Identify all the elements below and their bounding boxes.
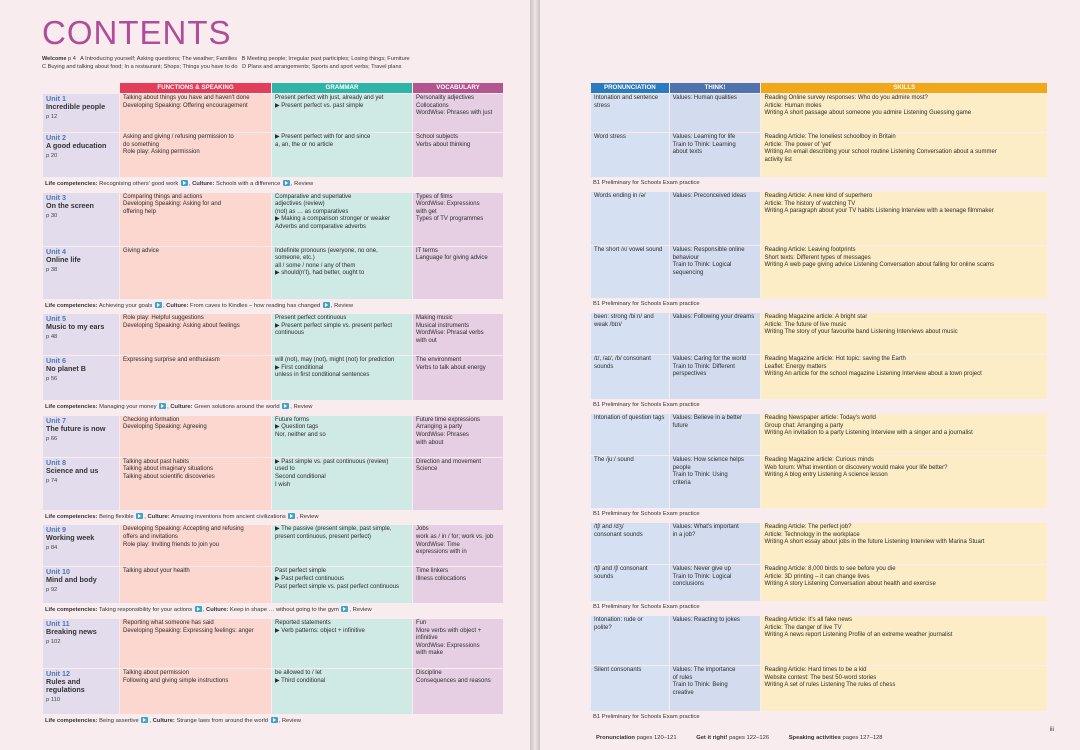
vocabulary-cell: Making music Musical instruments WordWise: Phrasal verbs with out (413, 314, 503, 355)
exam-practice-bar (591, 299, 1047, 312)
footer-speak-pages: pages 127–128 (842, 735, 883, 741)
unit-number: Unit 11 (46, 618, 70, 628)
exam-practice-text: B1 Preliminary for Schools Exam practice (593, 301, 700, 307)
unit-row (43, 669, 503, 714)
vocabulary-cell: Discipline Consequences and reasons (413, 669, 503, 714)
functions-speaking-cell: Expressing surprise and enthusiasm (120, 356, 271, 400)
exam-practice-bar (591, 602, 1047, 615)
functions-speaking-cell: Asking and giving / refusing permission to do something Role play: Asking permission (120, 133, 271, 177)
unit-name: Rules and regulations (46, 676, 85, 694)
unit-row (43, 356, 503, 400)
unit-row (43, 458, 503, 510)
life-competencies-text: Life competencies: Recognising others' good work , Culture: Schools with a difference , Review (45, 181, 314, 187)
skills-row (591, 313, 1047, 354)
think-cell: Values: Responsible online behaviour Train to Think: Logical sequencing (670, 246, 761, 298)
unit-cell[interactable] (43, 314, 119, 355)
think-cell: Values: What's important in a job? (670, 523, 761, 564)
welcome-c: C Buying and talking about food; In a restaurant; Shops; Things you have to do (42, 63, 238, 70)
unit-number: Unit 10 (46, 567, 70, 577)
pronunciation-cell: Intonation and sentence stress (591, 94, 669, 132)
unit-cell[interactable] (43, 525, 119, 566)
skills-row (591, 565, 1047, 601)
think-cell: Values: Preconceived ideas (670, 192, 761, 245)
exam-practice-bar (591, 178, 1047, 191)
think-cell: Values: Human qualities (670, 94, 761, 132)
video-icon[interactable] (155, 302, 162, 308)
unit-name: Science and us (46, 465, 99, 475)
vocabulary-cell: Types of films WordWise: Expressions with get Types of TV programmes (413, 193, 503, 246)
culture-label: Culture: (147, 513, 170, 520)
unit-cell[interactable] (43, 416, 119, 457)
review-label: Review (352, 607, 372, 614)
unit-page: p 84 (46, 545, 58, 552)
culture-topic: Amazing inventions from ancient civilizations (171, 513, 286, 520)
grammar-cell: ▶ The passive (present simple, past simple, present continuous, present perfect) (272, 525, 412, 566)
unit-row (43, 619, 503, 668)
life-competencies-bar (43, 715, 503, 729)
welcome-label: Welcome (42, 56, 67, 62)
unit-name: Mind and body (46, 575, 97, 585)
review-label: Review (293, 404, 313, 411)
unit-name: Incredible people (46, 102, 106, 111)
unit-name: No planet B (46, 364, 86, 374)
functions-speaking-cell: Giving advice (120, 247, 271, 299)
video-icon[interactable] (136, 513, 143, 519)
think-cell: Values: How science helps people Train to Think: Using criteria (670, 456, 761, 508)
pronunciation-cell: The /juː/ sound (591, 456, 669, 508)
culture-topic: From caves to Kindles – how reading has changed (190, 302, 321, 309)
video-icon[interactable] (159, 403, 166, 409)
pronunciation-cell: Silent consonants (591, 666, 669, 711)
video-icon[interactable] (195, 606, 202, 612)
pronunciation-cell: /ɪ/, /aɪ/, /b/ consonant sounds (591, 355, 669, 399)
unit-name: Working week (46, 533, 95, 543)
welcome-section (42, 56, 522, 71)
culture-topic: Strange laws from around the world (176, 717, 269, 724)
unit-name: On the screen (46, 200, 94, 210)
lc-label: Life competencies: (45, 404, 98, 411)
unit-cell[interactable] (43, 193, 119, 246)
culture-label: Culture: (170, 404, 193, 411)
lc-topic: Being flexible (99, 513, 134, 520)
unit-row (43, 416, 503, 457)
unit-page: p 110 (46, 696, 61, 703)
culture-topic: Green solutions around the world (194, 404, 280, 411)
unit-cell[interactable] (43, 247, 119, 299)
grammar-cell: Present perfect with just, already and yet ▶ Present perfect vs. past simple (272, 94, 412, 132)
unit-row (43, 247, 503, 299)
skills-cell: Reading Article: A new kind of superhero Article: The history of watching TV Writing A paragraph about your TV habits Listening Interview with a teenage filmmaker (761, 192, 1047, 245)
header-grammar: GRAMMAR (272, 83, 412, 93)
life-competencies-text: Life competencies: Managing your money , Culture: Green solutions around the world , Review (45, 404, 313, 411)
functions-speaking-cell: Checking information Developing Speaking: Agreeing (120, 416, 271, 457)
think-cell: Values: Reacting to jokes (670, 616, 761, 665)
unit-cell[interactable] (43, 619, 119, 668)
vocabulary-cell: IT terms Language for giving advice (413, 247, 503, 299)
footer-get-label: Get it right! (696, 735, 728, 741)
grammar-cell: be allowed to / let ▶ Third conditional (272, 669, 412, 714)
grammar-cell: Comparative and superlative adjectives (review) (not) as … as comparatives ▶ Making a comparison stronger or weaker Adverbs and comparative adverbs (272, 193, 412, 246)
unit-row (43, 525, 503, 566)
grammar-cell: Future forms ▶ Question tags Nor, neither and so (272, 416, 412, 457)
unit-cell[interactable] (43, 458, 119, 510)
life-competencies-text: Life competencies: Being assertive , Culture: Strange laws from around the world , Review (45, 717, 301, 724)
skills-row (591, 414, 1047, 455)
footer-speak-label: Speaking activities (788, 735, 841, 741)
unit-page: p 48 (46, 334, 58, 341)
life-competencies-bar (43, 300, 503, 314)
unit-page: p 30 (46, 212, 58, 219)
lc-topic: Being assertive (99, 717, 139, 724)
functions-speaking-cell: Talking about past habits Talking about imaginary situations Talking about scientific discoveries (120, 458, 271, 510)
unit-number: Unit 8 (46, 457, 66, 467)
unit-number: Unit 2 (46, 133, 66, 142)
skills-row (591, 456, 1047, 508)
skills-row (591, 666, 1047, 711)
unit-number: Unit 6 (46, 356, 66, 366)
unit-page: p 38 (46, 266, 58, 273)
review-label: Review (281, 717, 301, 724)
video-icon[interactable] (323, 302, 330, 308)
review-label: Review (334, 302, 354, 309)
unit-cell[interactable] (43, 133, 119, 177)
life-competencies-text: Life competencies: Achieving your goals , Culture: From caves to Kindles – how reading has changed , Review (45, 302, 354, 309)
unit-number: Unit 12 (46, 668, 70, 678)
skills-row (591, 192, 1047, 245)
grammar-cell: Past perfect simple ▶ Past perfect continuous Past perfect simple vs. past perfect continuous (272, 567, 412, 603)
page-number: iii (1049, 726, 1054, 733)
video-icon[interactable] (271, 717, 278, 723)
unit-number: Unit 5 (46, 314, 66, 324)
vocabulary-cell: School subjects Verbs about thinking (413, 133, 503, 177)
unit-name: Online life (46, 254, 81, 264)
vocabulary-cell: Time linkers Illness collocations (413, 567, 503, 603)
exam-practice-text: B1 Preliminary for Schools Exam practice (593, 511, 700, 517)
functions-speaking-cell: Reporting what someone has said Developing Speaking: Expressing feelings: anger (120, 619, 271, 668)
unit-page: p 20 (46, 153, 58, 159)
video-icon[interactable] (283, 180, 290, 186)
header-vocabulary: VOCABULARY (413, 83, 503, 93)
video-icon[interactable] (141, 717, 148, 723)
think-cell: Values: Believe in a better future (670, 414, 761, 455)
vocabulary-cell: Fun More verbs with object + infinitive WordWise: Expressions with make (413, 619, 503, 668)
unit-row (43, 567, 503, 603)
unit-number: Unit 4 (46, 246, 66, 256)
life-competencies-text: Life competencies: Taking responsibility for your actions , Culture: Keep in shape … without going to the gym , Review (45, 607, 372, 614)
culture-label: Culture: (166, 302, 189, 309)
footer-pron-label: Pronunciation (596, 735, 635, 741)
unit-name: Breaking news (46, 626, 97, 636)
think-cell: Values: The importance of rules Train to Think: Being creative (670, 666, 761, 711)
header-pronunciation: PRONUNCIATION (591, 83, 669, 93)
life-competencies-text: Life competencies: Being flexible , Culture: Amazing inventions from ancient civilizations , Review (45, 513, 319, 520)
unit-page: p 12 (46, 114, 58, 120)
skills-cell: Reading Magazine article: Hot topic: saving the Earth Leaflet: Energy matters Writing An article for the school magazine Listening Interview about a town project (761, 355, 1047, 399)
skills-row (591, 246, 1047, 298)
think-cell: Values: Never give up Train to Think: Logical conclusions (670, 565, 761, 601)
unit-row (43, 133, 503, 177)
vocabulary-cell: Future time expressions Arranging a party WordWise: Phrases with about (413, 416, 503, 457)
unit-name: Music to my ears (46, 322, 105, 332)
lc-label: Life competencies: (45, 513, 98, 520)
lc-label: Life competencies: (45, 607, 98, 614)
unit-cell[interactable] (43, 567, 119, 603)
unit-page: p 92 (46, 587, 58, 594)
skills-row (591, 355, 1047, 399)
left-page (0, 0, 530, 750)
functions-speaking-cell: Role play: Helpful suggestions Developing Speaking: Asking about feelings (120, 314, 271, 355)
appendix-footer (596, 735, 883, 741)
welcome-page: p 4 (68, 56, 76, 62)
unit-number: Unit 3 (46, 192, 66, 202)
vocabulary-cell: Jobs work as / in / for; work vs. job WordWise: Time expressions with in (413, 525, 503, 566)
pronunciation-cell: Word stress (591, 133, 669, 177)
unit-number: Unit 9 (46, 525, 66, 535)
lc-topic: Achieving your goals (98, 302, 153, 309)
life-competencies-bar (43, 178, 503, 192)
unit-number: Unit 1 (46, 94, 66, 103)
header-think: THINK! (670, 83, 761, 93)
grammar-cell: ▶ Past simple vs. past continuous (review) used to Second conditional I wish (272, 458, 412, 510)
unit-row (43, 314, 503, 355)
lc-label: Life competencies: (45, 181, 98, 187)
unit-page: p 66 (46, 435, 58, 442)
skills-row (591, 133, 1047, 177)
footer-get-pages: pages 122–126 (729, 735, 770, 741)
skills-row (591, 523, 1047, 564)
video-icon[interactable] (341, 606, 348, 612)
unit-name: The future is now (46, 423, 106, 433)
life-competencies-bar (43, 604, 503, 618)
unit-row (43, 193, 503, 246)
culture-topic: Keep in shape … without going to the gym (229, 607, 339, 614)
video-icon[interactable] (181, 180, 188, 186)
grammar-cell: Reported statements ▶ Verb patterns: object + infinitive (272, 619, 412, 668)
right-contents-table (590, 82, 1048, 726)
video-icon[interactable] (282, 403, 289, 409)
think-cell: Values: Caring for the world Train to Think: Different perspectives (670, 355, 761, 399)
skills-cell: Reading Online survey responses: Who do you admire most? Article: Human moles Writing A short passage about someone you admire Listening Guessing game (761, 94, 1047, 132)
vocabulary-cell: The environment Verbs to talk about energy (413, 356, 503, 400)
pronunciation-cell: been: strong /biːn/ and weak /bɪn/ (591, 313, 669, 354)
page-title: CONTENTS (42, 14, 232, 51)
pronunciation-cell: Words ending in /ə/ (591, 192, 669, 245)
lc-topic: Managing your money (99, 404, 157, 411)
unit-page: p 56 (46, 376, 58, 383)
functions-speaking-cell: Talking about your health (120, 567, 271, 603)
skills-row (591, 94, 1047, 132)
culture-topic: Schools with a difference (215, 181, 281, 187)
exam-practice-text: B1 Preliminary for Schools Exam practice (593, 604, 700, 610)
unit-cell[interactable] (43, 669, 119, 714)
header-skills: SKILLS (761, 83, 1047, 93)
skills-cell: Reading Article: Leaving footprints Short texts: Different types of messages Writing A web page giving advice Listening Conversation about falling for online scams (761, 246, 1047, 298)
pronunciation-cell: /tʃ/ and /ʃ/ consonant sounds (591, 565, 669, 601)
functions-speaking-cell: Comparing things and actions Developing Speaking: Asking for and offering help (120, 193, 271, 246)
pronunciation-cell: Intonation of question tags (591, 414, 669, 455)
unit-header-blank (43, 83, 119, 93)
unit-page: p 74 (46, 477, 58, 484)
functions-speaking-cell: Developing Speaking: Accepting and refusing offers and invitations Role play: Inviting friends to join you (120, 525, 271, 566)
functions-speaking-cell: Talking about permission Following and giving simple instructions (120, 669, 271, 714)
footer-pron-pages: pages 120–121 (636, 735, 677, 741)
vocabulary-cell: Personality adjectives Collocations WordWise: Phrases with just (413, 94, 503, 132)
welcome-d: D Plans and arrangements; Sports and sport verbs; Travel plans (242, 63, 402, 70)
pronunciation-cell: The short /ʌ/ vowel sound (591, 246, 669, 298)
grammar-cell: Indefinite pronouns (everyone, no one, someone, etc.) all / some / none / any of them ▶ should(n't), had better, ought to (272, 247, 412, 299)
exam-practice-bar (591, 509, 1047, 522)
grammar-cell: will (not), may (not), might (not) for prediction ▶ First conditional unless in first conditional sentences (272, 356, 412, 400)
skills-cell: Reading Article: It's all fake news Article: The danger of live TV Writing A news report Listening Profile of an extreme weather journalist (761, 616, 1047, 665)
culture-label: Culture: (192, 181, 215, 187)
skills-cell: Reading Article: The loneliest schoolboy in Britain Article: The power of 'yet' Writing An email describing your school routine Listening Conversation about a summer activity list (761, 133, 1047, 177)
skills-cell: Reading Article: The perfect job? Article: Technology in the workplace Writing A short essay about jobs in the future Listening Interview with Marina Stuart (761, 523, 1047, 564)
lc-topic: Taking responsibility for your actions (99, 607, 193, 614)
lc-label: Life competencies: (45, 302, 98, 309)
exam-practice-bar (591, 712, 1047, 725)
skills-cell: Reading Magazine article: A bright star Article: The future of live music Writing The story of your favourite band Listening Interviews about music (761, 313, 1047, 354)
skills-cell: Reading Magazine article: Curious minds Web forum: What invention or discovery would make your life better? Writing A blog entry Listening A science lesson (761, 456, 1047, 508)
life-competencies-bar (43, 511, 503, 525)
vocabulary-cell: Direction and movement Science (413, 458, 503, 510)
think-cell: Values: Learning for life Train to Think: Learning about texts (670, 133, 761, 177)
unit-cell[interactable] (43, 94, 119, 132)
think-cell: Values: Following your dreams (670, 313, 761, 354)
welcome-b: B Meeting people; Irregular past participles; Losing things; Furniture (241, 56, 410, 62)
pronunciation-cell: /tʃ/ and /dʒ/ consonant sounds (591, 523, 669, 564)
review-label: Review (299, 513, 319, 520)
unit-name: A good education (46, 141, 107, 150)
skills-row (591, 616, 1047, 665)
culture-label: Culture: (206, 607, 229, 614)
grammar-cell: Present perfect continuous ▶ Present perfect simple vs. present perfect continuous (272, 314, 412, 355)
exam-practice-text: B1 Preliminary for Schools Exam practice (593, 180, 700, 186)
header-functions-speaking: FUNCTIONS & SPEAKING (120, 83, 271, 93)
culture-label: Culture: (152, 717, 175, 724)
skills-cell: Reading Article: Hard times to be a kid Website contest: The best 50-word stories Writing A set of rules Listening The rules of chess (761, 666, 1047, 711)
video-icon[interactable] (288, 513, 295, 519)
lc-label: Life competencies: (45, 717, 98, 724)
unit-row (43, 94, 503, 132)
welcome-a: A Introducing yourself; Asking questions; The weather; Families (80, 56, 238, 62)
page-gutter (530, 0, 540, 750)
unit-page: p 102 (46, 638, 61, 645)
left-contents-table (42, 82, 504, 730)
skills-cell: Reading Newspaper article: Today's world Group chat: Arranging a party Writing An invitation to a party Listening Interview with a singer and a journalist (761, 414, 1047, 455)
exam-practice-bar (591, 400, 1047, 413)
pronunciation-cell: Intonation: rude or polite? (591, 616, 669, 665)
review-label: Review (294, 181, 314, 187)
exam-practice-text: B1 Preliminary for Schools Exam practice (593, 402, 700, 408)
lc-topic: Recognising others' good work (99, 181, 179, 187)
right-page (540, 0, 1080, 750)
exam-practice-text: B1 Preliminary for Schools Exam practice (593, 714, 700, 720)
skills-cell: Reading Article: 8,000 birds to see before you die Article: 3D printing – it can change lives Writing A story Listening Conversation about health and exercise (761, 565, 1047, 601)
unit-number: Unit 7 (46, 415, 66, 425)
grammar-cell: ▶ Present perfect with for and since a, an, the or no article (272, 133, 412, 177)
functions-speaking-cell: Talking about things you have and haven't done Developing Speaking: Offering encouragement (120, 94, 271, 132)
unit-cell[interactable] (43, 356, 119, 400)
life-competencies-bar (43, 401, 503, 415)
